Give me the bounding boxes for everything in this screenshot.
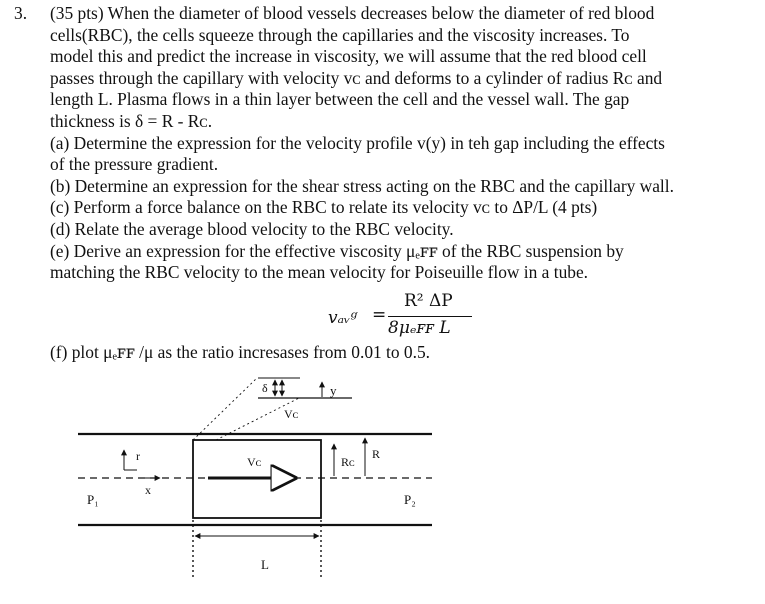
zoom-line [193,378,257,440]
inset-velocity-label: Vᴄ [284,407,299,421]
problem-line: passes through the capillary with velocity vᴄ and deforms to a cylinder of radius Rᴄ and [50,67,663,88]
part-a-line: of the pressure gradient. [50,154,219,175]
problem-line: (35 pts) When the diameter of blood vessels decreases below the diameter of red blood [50,3,655,23]
y-axis-label: y [330,383,337,398]
equation-lhs: vₐᵥᵍ [328,308,358,328]
r-wall-label: R [372,447,381,461]
problem-line: length L. Plasma flows in a thin layer between the cell and the vessel wall. The gap [50,89,630,110]
problem-line: thickness is δ = R - Rᴄ. [50,110,213,131]
p2-label: P₂ [404,492,416,507]
part-d-line: (d) Relate the average blood velocity to the RBC velocity. [50,218,454,239]
part-a-line: (a) Determine the expression for the velocity profile v(y) in teh gap including the effects [50,132,665,153]
part-c-line: (c) Perform a force balance on the RBC to relate its velocity vᴄ to ΔP/L (4 pts) [50,197,598,218]
problem-line: cells(RBC), the cells squeeze through the capillaries and the viscosity increases. To [50,24,630,45]
part-e-line: matching the RBC velocity to the mean velocity for Poiseuille flow in a tube. [50,262,589,283]
equation-equals: = [372,305,387,325]
p1-label: P₁ [87,492,99,507]
part-b-line: (b) Determine an expression for the shear stress acting on the RBC and the capillary wall. [50,175,674,196]
part-e-line: (e) Derive an expression for the effective viscosity μₑꜰꜰ of the RBC suspension by [50,240,624,261]
rc-label: Rᴄ [341,455,355,469]
x-label: x [145,483,151,497]
problem-line: model this and predict the increase in viscosity, we will assume that the red blood cell [50,46,647,67]
rbc-velocity-label: Vᴄ [247,455,262,469]
equation-numerator: R² ΔP [404,291,453,311]
part-f-line: (f) plot μₑꜰꜰ /μ as the ratio incresases from 0.01 to 0.5. [50,342,431,362]
question-number: 3. [14,3,28,23]
delta-label: δ [262,381,268,395]
length-label: L [261,557,269,572]
r-label: r [136,449,140,463]
equation-denominator: 8μₑꜰꜰ L [388,318,451,338]
